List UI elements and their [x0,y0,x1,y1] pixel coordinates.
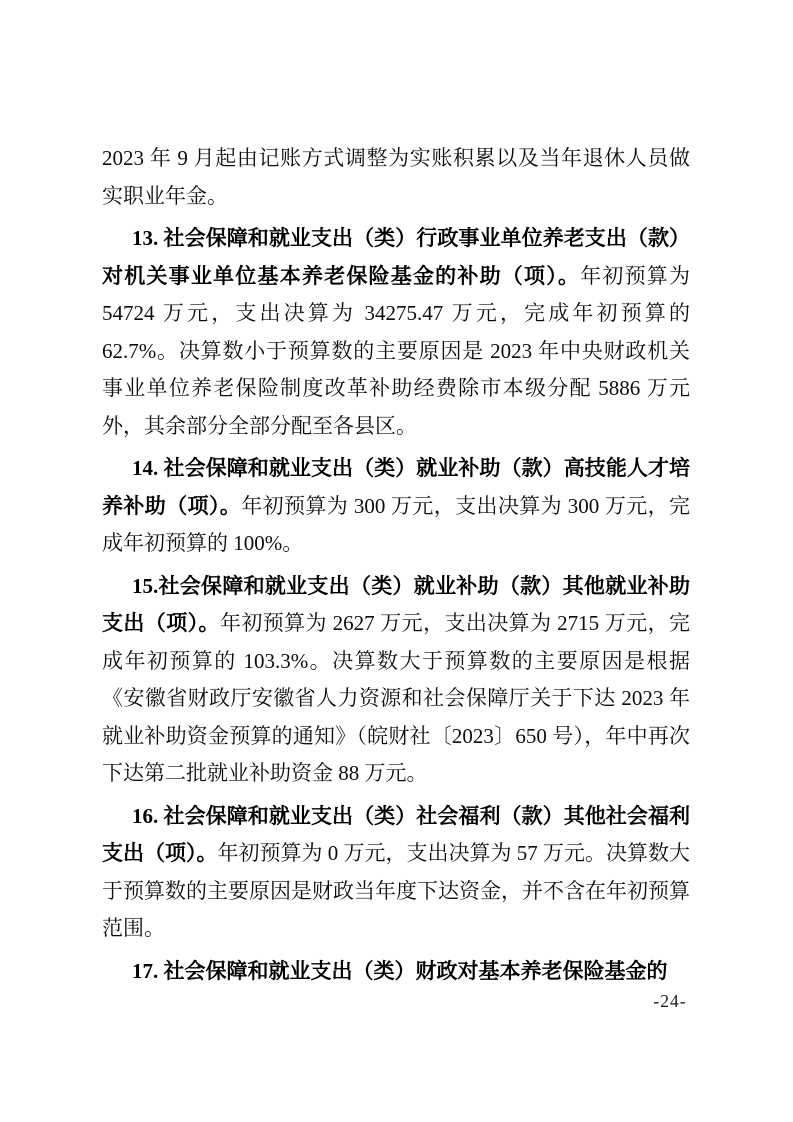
paragraph-item-16 [102,798,690,948]
paragraph-body-text: 2023 年 9 月起由记账方式调整为实账积累以及当年退休人员做实职业年金。 [102,146,690,208]
paragraph-item-14 [102,450,690,563]
item-17-heading: 17. 社会保障和就业支出（类）财政对基本养老保险基金的 [132,958,668,983]
paragraph-item-13 [102,220,690,445]
item-15-heading: 15.社会保障和就业支出（类）就业补助（款）其他就业补助支出（项）。 [102,573,690,635]
item-16-body: 年初预算为 0 万元，支出决算为 57 万元。决算数大于预算数的主要原因是财政当年度下达资金，并不含在年初预算范围。 [102,841,690,940]
item-13-heading: 13. 社会保障和就业支出（类）行政事业单位养老支出（款）对机关事业单位基本养老保险基金的补助（项）。 [102,226,690,288]
paragraph-item-15 [102,568,690,793]
item-14-body: 年初预算为 300 万元，支出决算为 300 万元，完成年初预算的 100%。 [102,493,691,555]
item-15-body: 年初预算为 2627 万元，支出决算为 2715 万元，完成年初预算的 103.3%。决算数大于预算数的主要原因是根据《安徽省财政厅安徽省人力资源和社会保障厅关于下达 2023 年就业补助资金预算的通知》（皖财社〔2023〕650 号），年中再次下达第二批就业补助资金 88 万元。 [102,611,691,785]
page-number: -24- [653,991,687,1011]
item-14-heading: 14. 社会保障和就业支出（类）就业补助（款）高技能人才培养补助（项）。 [102,456,690,518]
paragraph-item-17 [102,953,690,991]
document-content [102,140,690,990]
paragraph-continuation [102,140,690,215]
item-16-heading: 16. 社会保障和就业支出（类）社会福利（款）其他社会福利支出（项）。 [102,803,690,865]
item-13-body: 年初预算为 54724 万元，支出决算为 34275.47 万元，完成年初预算的 62.7%。决算数小于预算数的主要原因是 2023 年中央财政机关事业单位养老保险制度改革补助经费除市本级分配 5886 万元外，其余部分全部分配至各县区。 [102,263,691,438]
